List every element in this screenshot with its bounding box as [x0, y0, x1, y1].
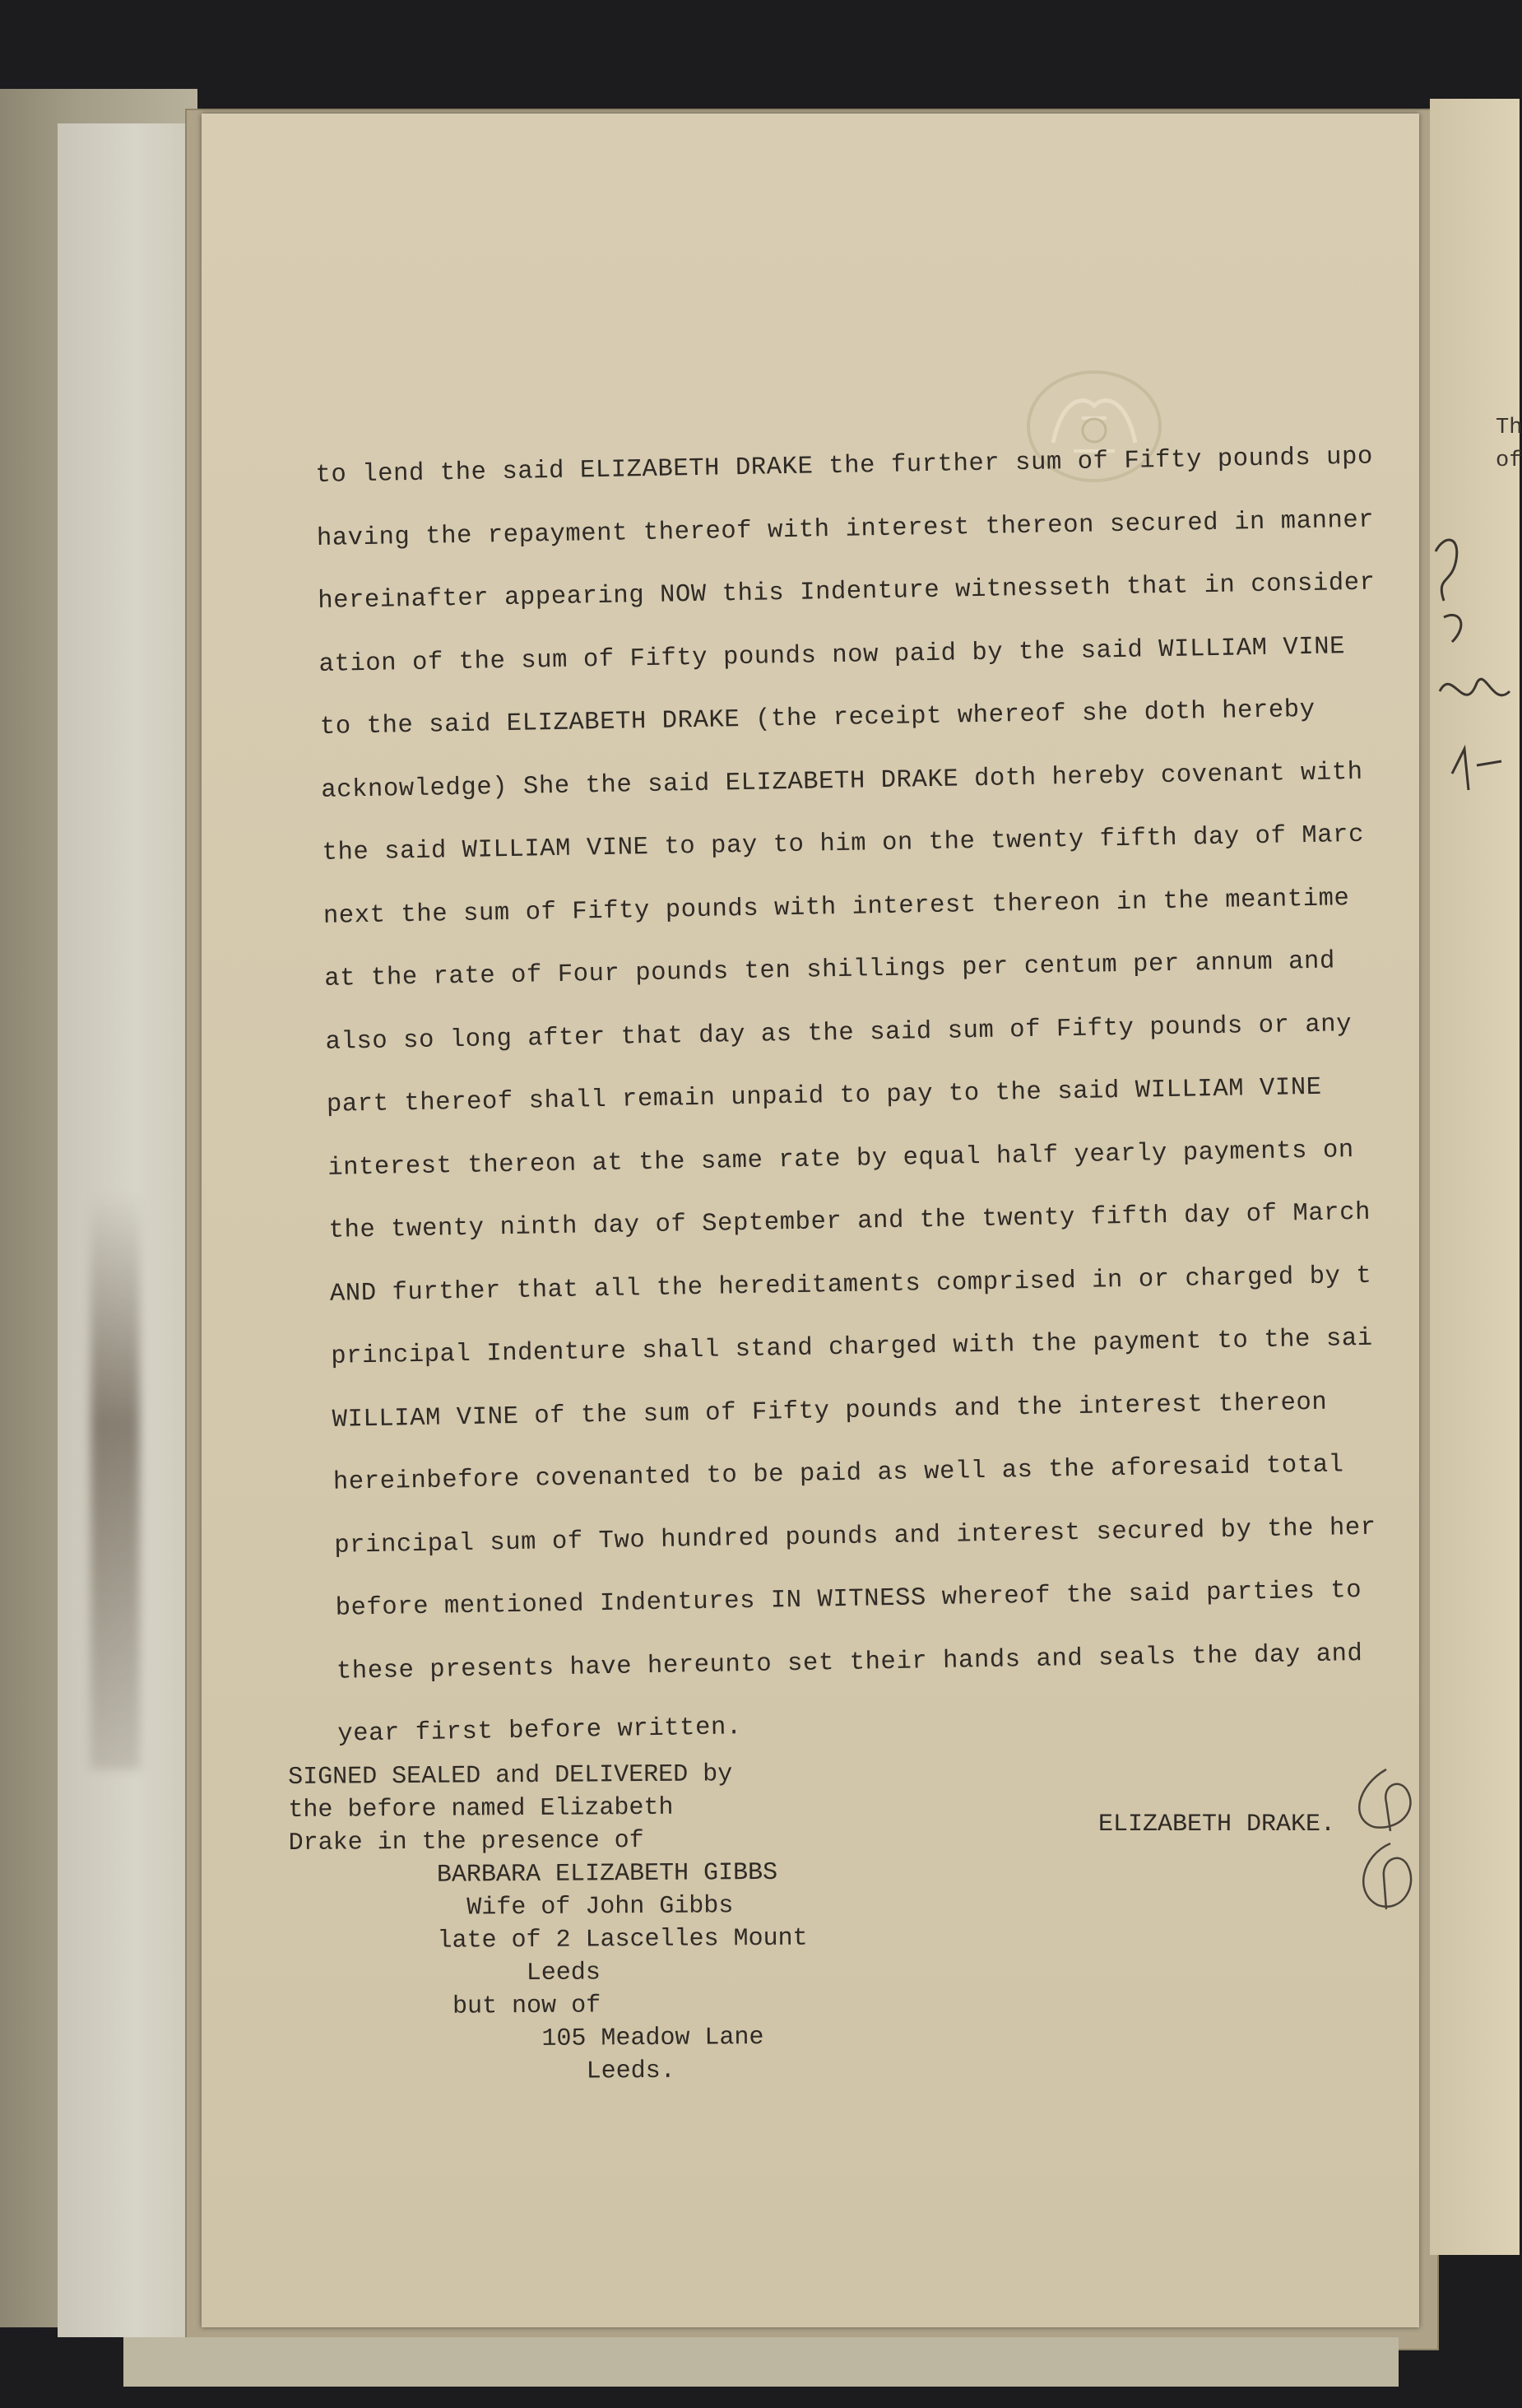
- attestation-line: late of 2 Lascelles Mount: [289, 1924, 808, 1956]
- body-line: interest thereon at the same rate by equal half yearly payments on: [327, 1136, 1355, 1183]
- body-line: before mentioned Indentures IN WITNESS whereof the said parties to: [335, 1577, 1362, 1623]
- adjacent-page-text: Th of: [1496, 416, 1522, 473]
- attestation-line: BARBARA ELIZABETH GIBBS: [288, 1858, 778, 1890]
- attestation-line: SIGNED SEALED and DELIVERED by: [288, 1760, 733, 1792]
- body-line: to lend the said ELIZABETH DRAKE the further sum of Fifty pounds upo: [315, 443, 1374, 490]
- body-line: next the sum of Fifty pounds with interest thereon in the meantime: [322, 884, 1350, 931]
- attestation-line: Wife of John Gibbs: [289, 1892, 734, 1923]
- attestation-line: the before named Elizabeth: [288, 1793, 674, 1825]
- body-line: hereinbefore covenanted to be paid as well as the aforesaid total: [332, 1451, 1344, 1497]
- attestation-line: but now of: [289, 1992, 601, 2022]
- body-line: also so long after that day as the said sum of Fifty pounds or any: [325, 1010, 1353, 1057]
- attestation-clause: [288, 1758, 809, 2090]
- handwritten-annotation-mark: [1427, 527, 1520, 839]
- attestation-line: Drake in the presence of: [288, 1826, 644, 1857]
- body-line: principal Indenture shall stand charged with the payment to the sai: [331, 1324, 1373, 1371]
- body-line: to the said ELIZABETH DRAKE (the receipt whereof she doth hereby: [319, 695, 1316, 741]
- body-line: the said WILLIAM VINE to pay to him on the twenty fifth day of Marc: [322, 820, 1365, 867]
- body-line: principal sum of Two hundred pounds and interest secured by the her: [334, 1513, 1376, 1560]
- handwritten-initials-icon: [1341, 1753, 1432, 1934]
- bottom-paper-edge: [123, 2337, 1399, 2387]
- body-line: at the rate of Four pounds ten shillings per centum per annum and: [324, 947, 1336, 993]
- body-line: hereinafter appearing NOW this Indenture witnesseth that in consider: [318, 569, 1376, 616]
- body-line: part thereof shall remain unpaid to pay to the said WILLIAM VINE: [326, 1073, 1322, 1119]
- body-line: AND further that all the hereditaments comprised in or charged by t: [329, 1262, 1372, 1309]
- body-line: these presents have hereunto set their hands and seals the day and: [336, 1639, 1363, 1686]
- body-line: acknowledge) She the said ELIZABETH DRAKE doth hereby covenant with: [321, 758, 1363, 805]
- signatory-name: ELIZABETH DRAKE.: [1098, 1811, 1336, 1839]
- body-line: WILLIAM VINE of the sum of Fifty pounds and the interest thereon: [332, 1388, 1328, 1434]
- indenture-body-text: [315, 425, 1449, 1766]
- body-line: ation of the sum of Fifty pounds now paid by the said WILLIAM VINE: [318, 632, 1346, 679]
- body-line: the twenty ninth day of September and the twenty fifth day of March: [328, 1198, 1371, 1245]
- attestation-line: 105 Meadow Lane: [290, 2023, 764, 2055]
- attestation-line: Leeds.: [290, 2057, 675, 2088]
- attestation-line: Leeds: [289, 1959, 601, 1989]
- body-line: having the repayment thereof with interest thereon secured in manner: [316, 506, 1375, 553]
- body-line: year first before written.: [337, 1713, 743, 1749]
